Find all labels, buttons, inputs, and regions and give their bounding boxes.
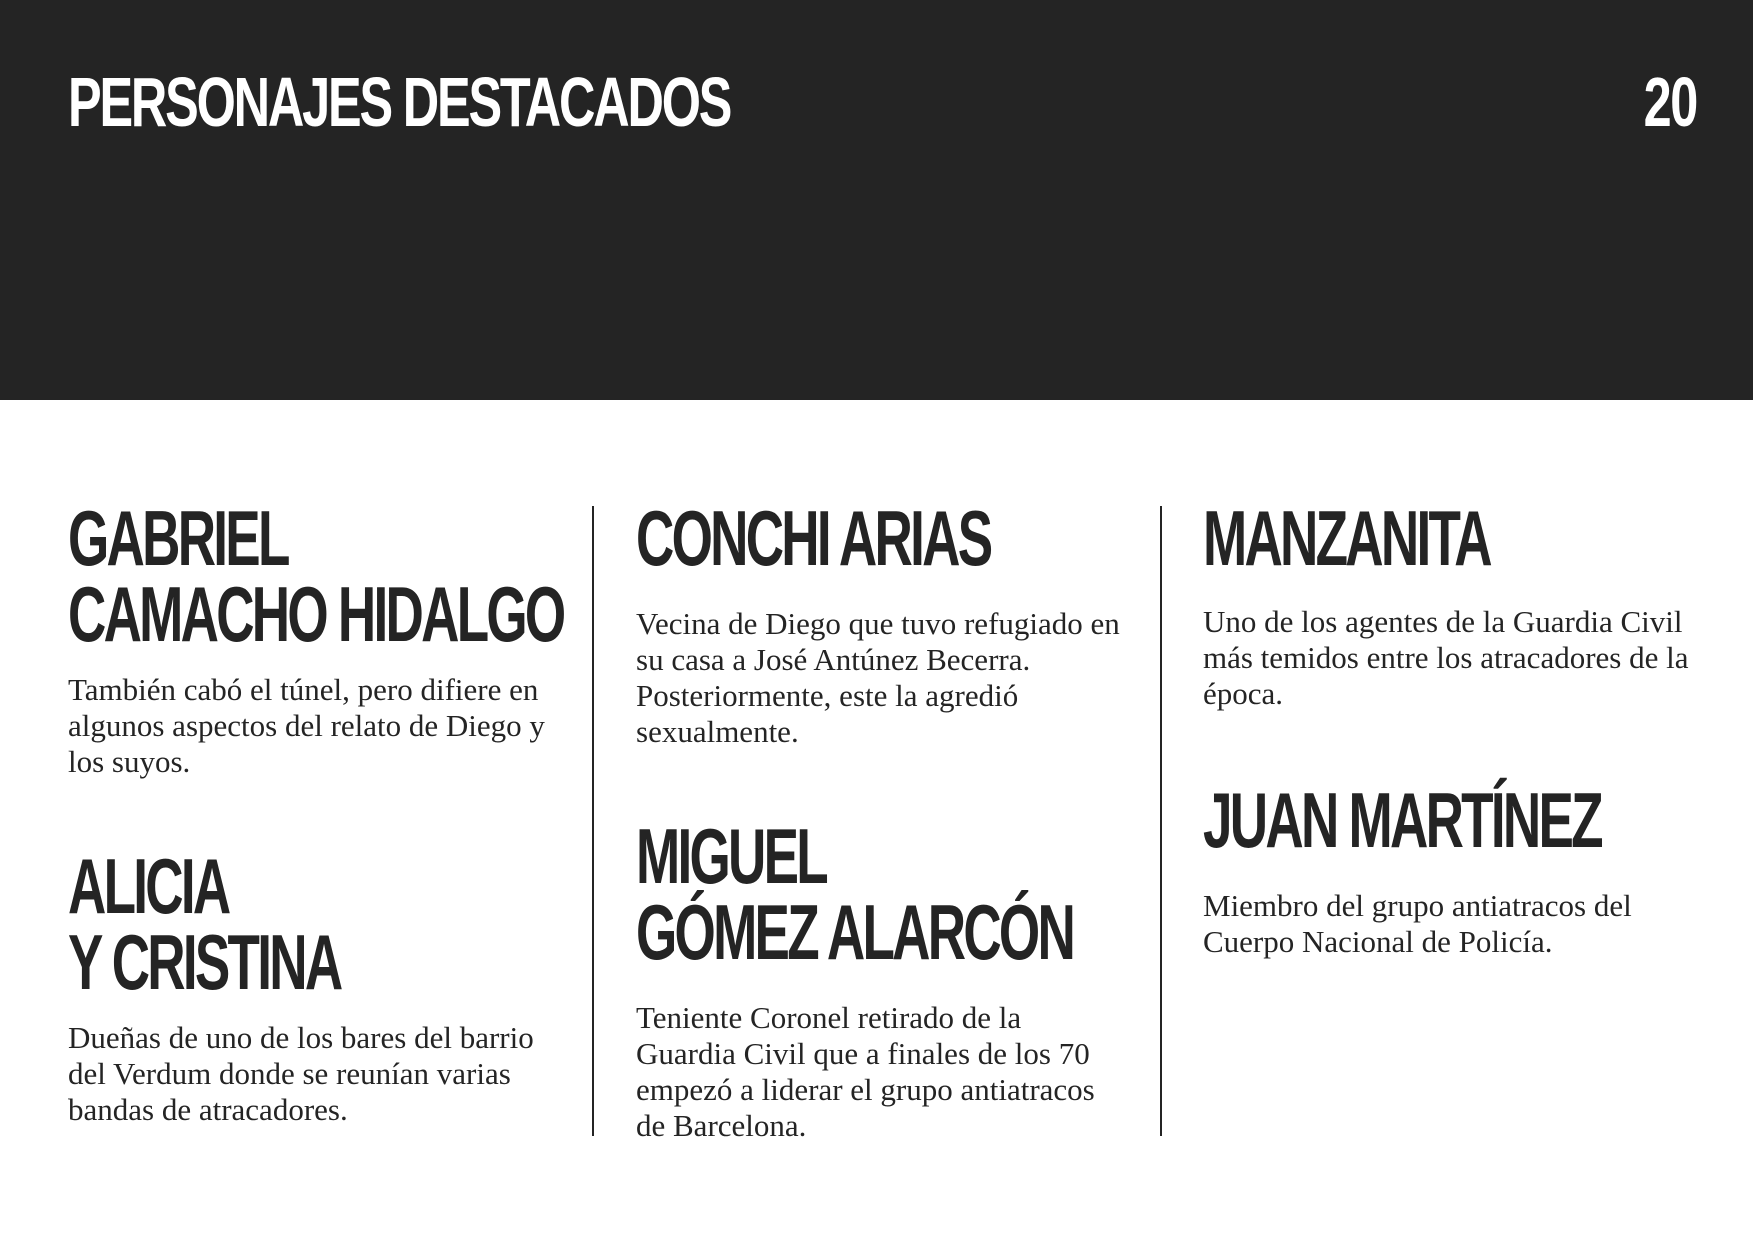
page-title: PERSONAJES DESTACADOS	[68, 63, 731, 141]
character-entry	[68, 842, 568, 1128]
character-entry	[636, 812, 1136, 1144]
character-entry	[1203, 494, 1703, 712]
column-divider	[592, 506, 594, 1136]
character-name: CONCHI ARIAS	[636, 494, 991, 582]
character-name: JUAN MARTÍNEZ	[1203, 776, 1601, 864]
header-band	[0, 0, 1753, 400]
character-name: MIGUEL GÓMEZ ALARCÓN	[636, 812, 1074, 976]
character-description: Dueñas de uno de los bares del barrio del Verdum donde se reunían varias bandas de atracadores.	[68, 1020, 534, 1127]
character-description: Miembro del grupo antiatracos del Cuerpo Nacional de Policía.	[1203, 888, 1632, 959]
character-name: MANZANITA	[1203, 494, 1490, 582]
character-entry	[68, 494, 568, 780]
column-3	[1203, 494, 1703, 960]
character-entry	[636, 494, 1136, 750]
character-name: GABRIEL CAMACHO HIDALGO	[68, 494, 564, 658]
column-divider	[1160, 506, 1162, 1136]
character-name: ALICIA Y CRISTINA	[68, 842, 341, 1006]
page-number: 20	[1643, 63, 1697, 141]
column-2	[636, 494, 1136, 1144]
character-description: Teniente Coronel retirado de la Guardia Civil que a finales de los 70 empezó a liderar el grupo antiatracos de Barcelona.	[636, 1000, 1095, 1143]
character-entry	[1203, 776, 1703, 960]
character-description: También cabó el túnel, pero difiere en algunos aspectos del relato de Diego y los suyos.	[68, 672, 545, 779]
character-description: Uno de los agentes de la Guardia Civil más temidos entre los atracadores de la época.	[1203, 604, 1689, 711]
column-1	[68, 494, 568, 1128]
character-description: Vecina de Diego que tuvo refugiado en su casa a José Antúnez Becerra. Posteriormente, este la agredió sexualmente.	[636, 606, 1120, 749]
